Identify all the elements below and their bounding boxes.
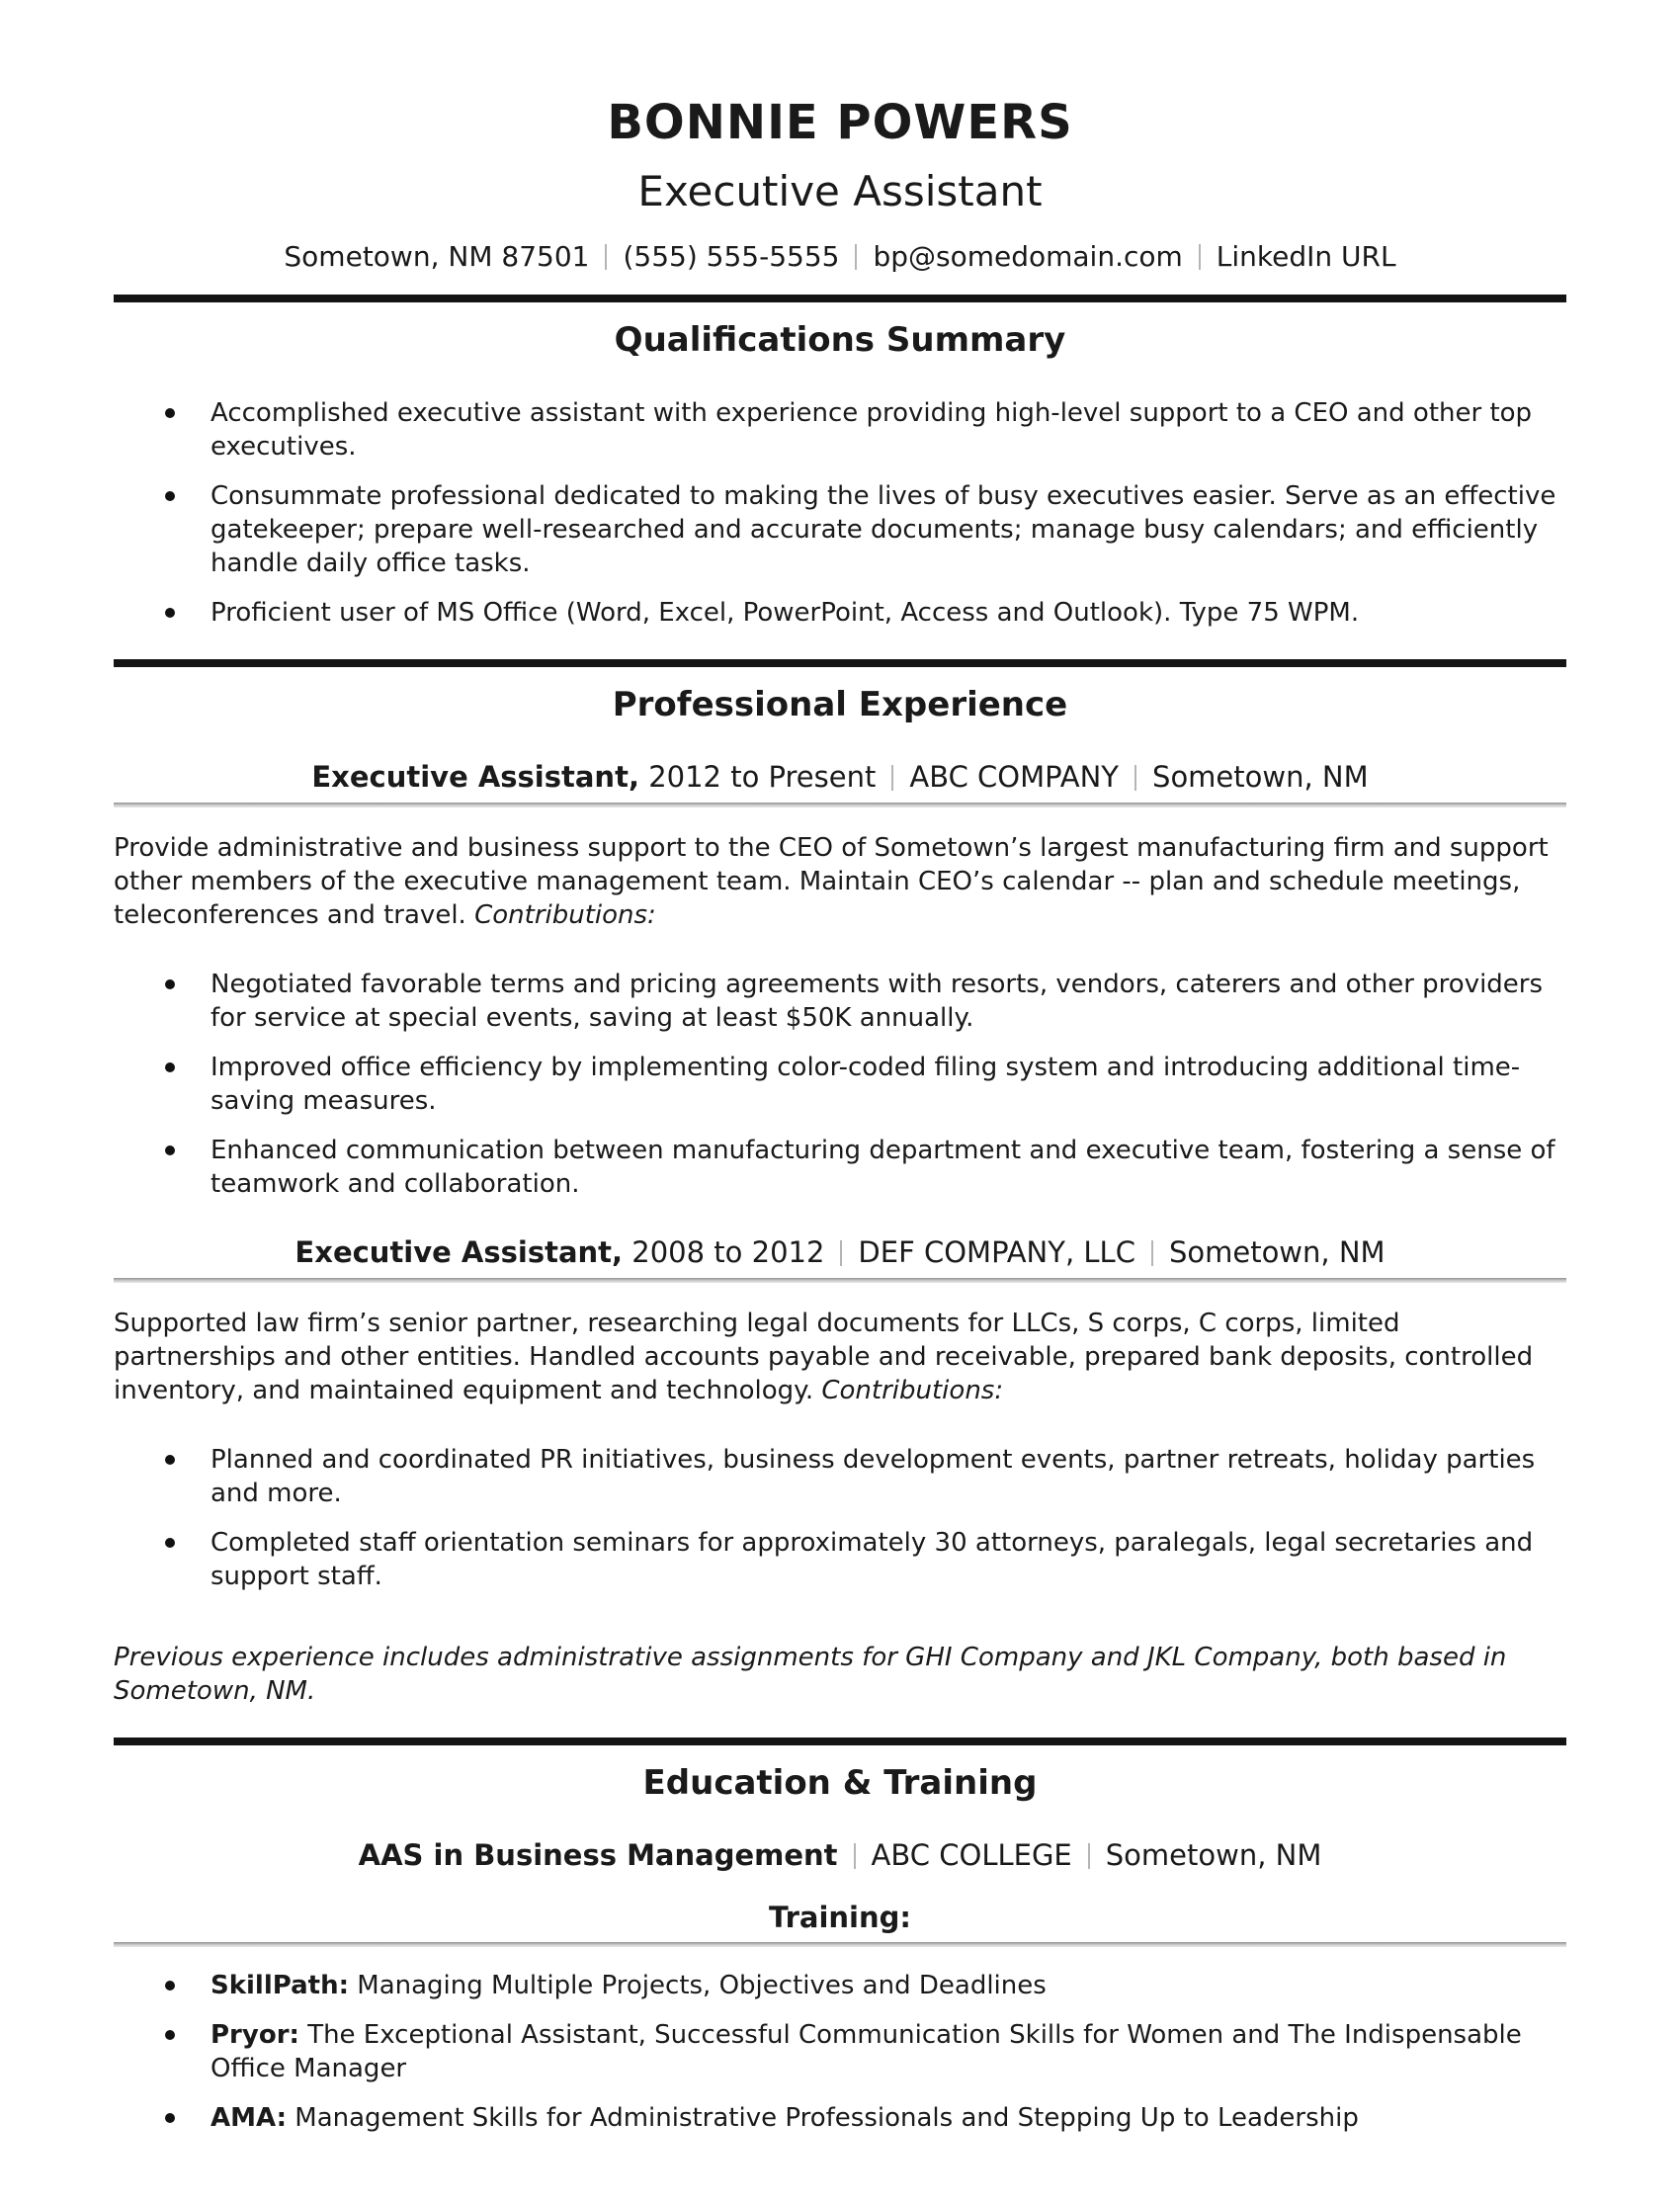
job-dates: 2012 to Present xyxy=(648,759,877,794)
training-text: Managing Multiple Projects, Objectives and Deadlines xyxy=(357,1971,1047,2001)
contact-location: Sometown, NM 87501 xyxy=(284,239,590,273)
job-location: Sometown, NM xyxy=(1168,1234,1386,1269)
degree-separator xyxy=(1088,1843,1090,1869)
degree-heading xyxy=(114,1837,1566,1873)
section-heading-qualifications: Qualifications Summary xyxy=(614,319,1066,360)
job-heading-separator xyxy=(840,1240,842,1266)
job-summary-text: Provide administrative and business support to the CEO of Sometown’s largest manufacturing firm and support other members of the executive management team. Maintain CEO’s calendar -- plan and schedule meetings, teleconferences and travel. xyxy=(114,832,1549,930)
job-heading-underline xyxy=(114,1278,1566,1283)
college-name: ABC COLLEGE xyxy=(871,1837,1072,1872)
training-item xyxy=(114,2018,1566,2085)
job-heading xyxy=(114,759,1566,795)
contact-email: bp@somedomain.com xyxy=(873,239,1183,273)
training-label: Pryor: xyxy=(210,2020,299,2051)
job-title: Executive Assistant, xyxy=(311,759,639,794)
name-heading: BONNIE POWERS xyxy=(607,95,1073,150)
job-bullet: Enhanced communication between manufacturing department and executive team, fostering a sense of teamwork and collaboration. xyxy=(114,1134,1566,1201)
section-divider xyxy=(114,295,1566,302)
job-location: Sometown, NM xyxy=(1152,759,1369,794)
section-heading-experience: Professional Experience xyxy=(612,684,1068,724)
job-bullet: Improved office efficiency by implementing color-coded filing system and introducing additional time-saving measures. xyxy=(114,1051,1566,1118)
job-entry xyxy=(114,759,1566,1201)
training-list xyxy=(114,1969,1566,2135)
job-heading-separator xyxy=(1151,1240,1153,1266)
education-section xyxy=(114,1763,1566,2135)
contributions-label: Contributions: xyxy=(474,899,656,930)
job-company: DEF COMPANY, LLC xyxy=(858,1234,1135,1269)
job-bullet-list xyxy=(114,1443,1566,1593)
training-label: AMA: xyxy=(210,2103,287,2134)
degree-separator xyxy=(854,1843,856,1869)
qualification-item: Accomplished executive assistant with experience providing high-level support to a CEO and other top executives. xyxy=(114,396,1566,464)
training-text: The Exceptional Assistant, Successful Communication Skills for Women and The Indispensable Office Manager xyxy=(210,2020,1522,2084)
job-heading-separator xyxy=(1134,765,1136,791)
college-location: Sometown, NM xyxy=(1105,1837,1322,1872)
job-bullet: Planned and coordinated PR initiatives, business development events, partner retreats, holiday parties and more. xyxy=(114,1443,1566,1510)
job-heading xyxy=(114,1234,1566,1270)
job-title: Executive Assistant, xyxy=(294,1234,624,1269)
job-summary xyxy=(114,831,1566,932)
contact-separator xyxy=(855,244,857,270)
training-label: SkillPath: xyxy=(210,1971,349,2001)
qualifications-section xyxy=(114,320,1566,630)
degree-name: AAS in Business Management xyxy=(358,1837,838,1872)
qualification-item: Proficient user of MS Office (Word, Excel, PowerPoint, Access and Outlook). Type 75 WPM. xyxy=(114,596,1566,630)
contact-separator xyxy=(605,244,607,270)
training-heading-underline xyxy=(114,1942,1566,1947)
contact-linkedin: LinkedIn URL xyxy=(1216,239,1396,273)
job-entry xyxy=(114,1234,1566,1593)
role-heading: Executive Assistant xyxy=(637,166,1043,215)
job-heading-separator xyxy=(891,765,893,791)
contact-separator xyxy=(1199,244,1201,270)
job-summary-text: Supported law firm’s senior partner, researching legal documents for LLCs, S corps, C corps, limited partnerships and other entities. Handled accounts payable and receivable, prepared bank deposits, controlled inventory, and maintained equipment and technology. xyxy=(114,1309,1534,1406)
training-item xyxy=(114,2101,1566,2135)
job-company: ABC COMPANY xyxy=(909,759,1120,794)
contact-phone: (555) 555-5555 xyxy=(623,239,840,273)
qualification-item: Consummate professional dedicated to making the lives of busy executives easier. Serve as an effective gatekeeper; prepare well-researched and accurate documents; manage busy calendars; and efficiently handle daily office tasks. xyxy=(114,479,1566,580)
job-bullet-list xyxy=(114,968,1566,1201)
experience-section xyxy=(114,685,1566,1708)
contact-line xyxy=(114,240,1566,273)
qualifications-list xyxy=(114,396,1566,630)
section-divider xyxy=(114,659,1566,667)
job-summary xyxy=(114,1307,1566,1407)
training-item xyxy=(114,1969,1566,2002)
job-dates: 2008 to 2012 xyxy=(631,1234,825,1269)
section-heading-education: Education & Training xyxy=(642,1763,1038,1804)
job-bullet: Completed staff orientation seminars for approximately 30 attorneys, paralegals, legal secretaries and support staff. xyxy=(114,1526,1566,1593)
job-bullet: Negotiated favorable terms and pricing agreements with resorts, vendors, caterers and other providers for service at special events, saving at least $50K annually. xyxy=(114,968,1566,1035)
section-divider xyxy=(114,1738,1566,1745)
previous-experience-note: Previous experience includes administrative assignments for GHI Company and JKL Company, both based in Sometown, NM. xyxy=(114,1643,1507,1707)
job-heading-underline xyxy=(114,803,1566,807)
training-text: Management Skills for Administrative Professionals and Stepping Up to Leadership xyxy=(294,2103,1359,2134)
contributions-label: Contributions: xyxy=(821,1376,1004,1406)
training-heading: Training: xyxy=(769,1901,911,1935)
